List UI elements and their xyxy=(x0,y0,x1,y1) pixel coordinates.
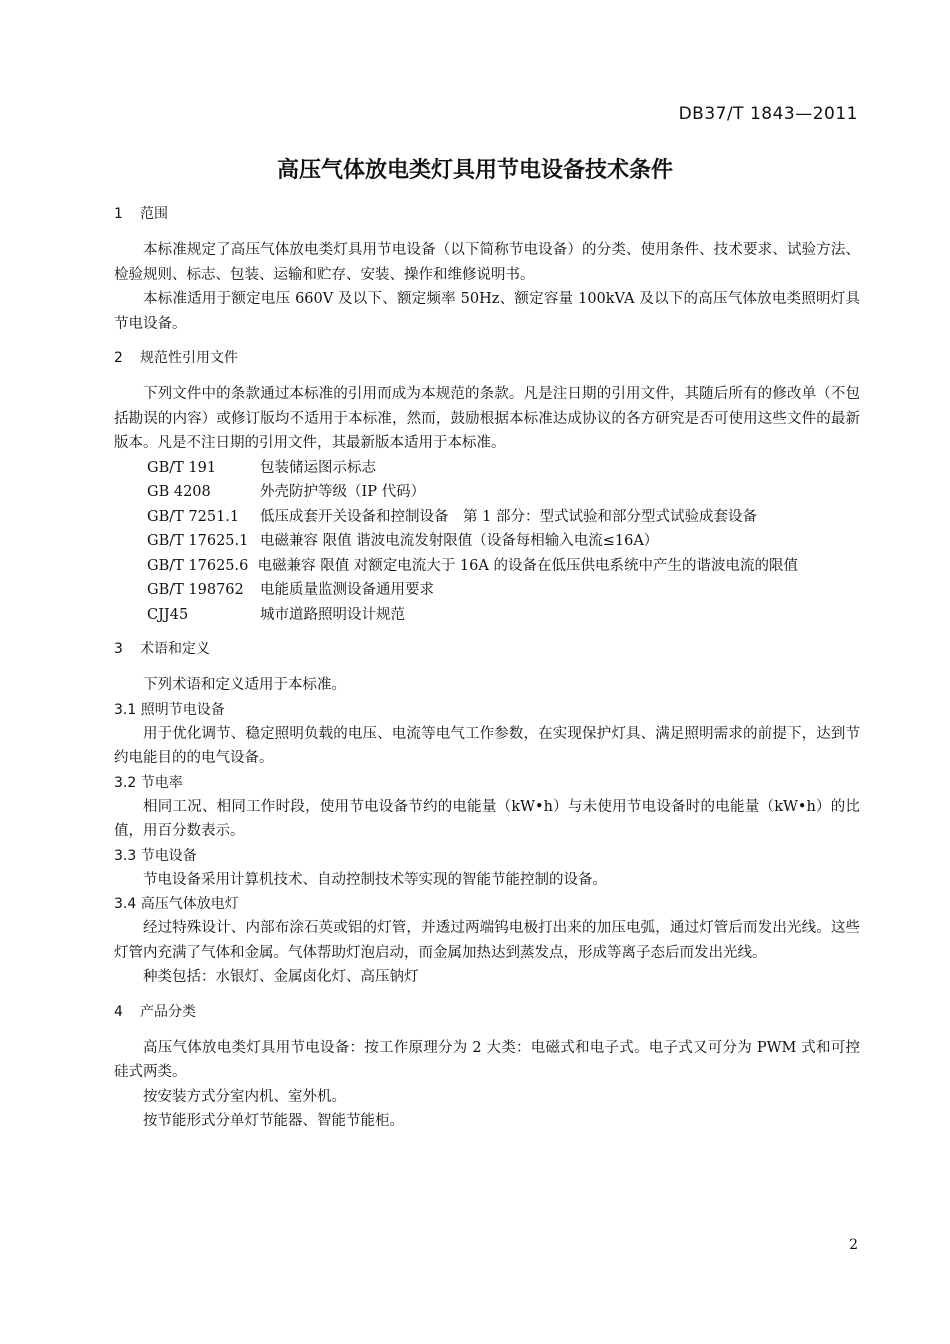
paragraph: 下列文件中的条款通过本标准的引用而成为本规范的条款。凡是注日期的引用文件，其随后所有的修改单（不包括勘误的内容）或修订版均不适用于本标准，然而，鼓励根据本标准达成协议的各方研究是否可使用这些文件的最新版本。凡是不注日期的引用文件，其最新版本适用于本标准。 xyxy=(114,386,860,451)
reference-code: GB/T 198762 xyxy=(147,582,244,598)
reference-code: GB/T 17625.1 xyxy=(147,533,249,549)
section-4-heading xyxy=(114,1002,860,1022)
reference-code: CJJ45 xyxy=(147,606,189,623)
section-title: 产品分类 xyxy=(140,1003,196,1020)
paragraph: 按安装方式分室内机、室外机。 xyxy=(143,1088,346,1105)
paragraph: 按节能形式分单灯节能器、智能节能柜。 xyxy=(143,1113,404,1129)
section-2-heading xyxy=(114,348,860,368)
paragraph: 本标准适用于额定电压 660V 及以下、额定频率 50Hz、额定容量 100kVA 及以下的高压气体放电类照明灯具节电设备。 xyxy=(114,291,860,332)
reference-title: 低压成套开关设备和控制设备 第 1 部分：型式试验和部分型式试验成套设备 xyxy=(260,508,757,525)
paragraph: 下列术语和定义适用于本标准。 xyxy=(143,677,346,693)
reference-title: 电磁兼容 限值 对额定电流大于 16A 的设备在低压供电系统中产生的谐波电流的限值 xyxy=(257,557,798,574)
reference-code: GB 4208 xyxy=(147,484,211,500)
section-title: 规范性引用文件 xyxy=(140,350,238,366)
section-number: 2 xyxy=(114,350,123,366)
term-definition: 相同工况、相同工作时段，使用节电设备节约的电能量（kW•h）与未使用节电设备时的电能量（kW•h）的比值，用百分数表示。 xyxy=(114,798,860,839)
section-title: 术语和定义 xyxy=(140,641,210,657)
term-heading: 3.4 高压气体放电灯 xyxy=(114,896,239,912)
reference-item xyxy=(114,554,860,579)
document-body xyxy=(114,204,860,1134)
section-3-heading xyxy=(114,639,860,659)
reference-item xyxy=(114,578,860,603)
term-heading: 3.3 节电设备 xyxy=(114,847,197,864)
paragraph: 本标准规定了高压气体放电类灯具用节电设备（以下简称节电设备）的分类、使用条件、技术要求、试验方法、检验规则、标志、包装、运输和贮存、安装、操作和维修说明书。 xyxy=(114,242,860,283)
section-number: 1 xyxy=(114,206,123,222)
reference-title: 城市道路照明设计规范 xyxy=(260,606,405,623)
term-heading: 3.1 照明节电设备 xyxy=(114,701,225,718)
reference-title: 包装储运图示标志 xyxy=(260,459,376,476)
standard-code: DB37/T 1843—2011 xyxy=(678,104,858,124)
reference-code: GB/T 7251.1 xyxy=(147,508,240,525)
section-number: 3 xyxy=(114,641,123,657)
reference-title: 电能质量监测设备通用要求 xyxy=(260,582,434,598)
term-definition: 用于优化调节、稳定照明负载的电压、电流等电气工作参数，在实现保护灯具、满足照明需求的前提下，达到节约电能目的的电气设备。 xyxy=(114,725,860,766)
page-number: 2 xyxy=(849,1237,858,1253)
reference-item xyxy=(114,603,860,628)
paragraph: 高压气体放电类灯具用节电设备：按工作原理分为 2 大类：电磁式和电子式。电子式又可分为 PWM 式和可控硅式两类。 xyxy=(114,1039,860,1080)
reference-code: GB/T 17625.6 xyxy=(147,557,249,574)
reference-item xyxy=(114,480,860,505)
reference-title: 电磁兼容 限值 谐波电流发射限值（设备每相输入电流≤16A） xyxy=(260,533,659,549)
section-1-heading xyxy=(114,204,860,224)
reference-code: GB/T 191 xyxy=(147,459,217,476)
section-title: 范围 xyxy=(140,206,168,222)
term-definition: 节电设备采用计算机技术、自动控制技术等实现的智能节能控制的设备。 xyxy=(143,871,607,888)
reference-item xyxy=(114,456,860,481)
term-definition: 种类包括：水银灯、金属卤化灯、高压钠灯 xyxy=(143,969,419,985)
reference-item xyxy=(114,505,860,530)
reference-item xyxy=(114,529,860,554)
reference-title: 外壳防护等级（IP 代码） xyxy=(260,484,426,500)
section-number: 4 xyxy=(114,1003,123,1020)
term-heading: 3.2 节电率 xyxy=(114,774,183,791)
term-definition: 经过特殊设计、内部布涂石英或铝的灯管，并透过两端钨电极打出来的加压电弧，通过灯管后而发出光线。这些灯管内充满了气体和金属。气体帮助灯泡启动，而金属加热达到蒸发点，形成等离子态后而发出光线。 xyxy=(114,920,860,961)
document-title: 高压气体放电类灯具用节电设备技术条件 xyxy=(276,158,673,183)
